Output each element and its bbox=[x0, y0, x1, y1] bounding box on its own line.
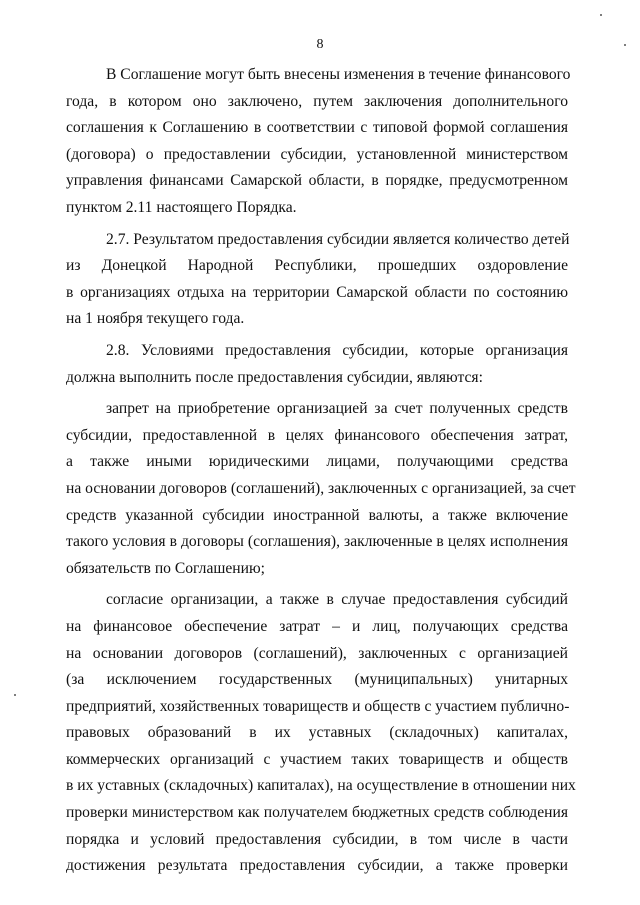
text-line: пунктом 2.11 настоящего Порядка. bbox=[66, 198, 297, 216]
text-line: управления финансами Самарской области, в порядке, предусмотренном bbox=[66, 172, 568, 190]
text-line: запрет на приобретение организацией за счет полученных средств bbox=[106, 400, 568, 418]
text-line: года, в котором оно заключено, путем заключения дополнительного bbox=[66, 92, 568, 110]
paragraph-agreement-changes bbox=[66, 62, 571, 222]
text-line: согласие организации, а также в случае предоставления субсидий bbox=[106, 591, 568, 609]
text-line: а также иными юридическими лицами, получающими средства bbox=[66, 453, 568, 471]
text-line: на основании договоров (соглашений), заключенных с организацией, за счет bbox=[66, 479, 576, 497]
text-line: обязательств по Соглашению; bbox=[66, 559, 265, 577]
text-line: средств указанной субсидии иностранной валюты, а также включение bbox=[66, 506, 568, 524]
scan-speck bbox=[14, 694, 16, 696]
text-line: соглашения к Соглашению в соответствии с типовой формой соглашения bbox=[66, 119, 568, 137]
text-line: 2.8. Условиями предоставления субсидии, которые организация bbox=[106, 341, 568, 359]
text-line: на основании договоров (соглашений), заключенных с организацией bbox=[66, 644, 568, 662]
text-line: В Соглашение могут быть внесены изменения в течение финансового bbox=[106, 66, 571, 83]
text-line: достижения результата предоставления субсидии, а также проверки bbox=[66, 857, 568, 875]
text-line: 2.7. Результатом предоставления субсидии является количество детей bbox=[106, 230, 570, 248]
text-line: (за исключением государственных (муниципальных) унитарных bbox=[66, 671, 568, 689]
text-line: субсидии, предоставленной в целях финансового обеспечения затрат, bbox=[66, 426, 568, 444]
paragraph-inspection-consent bbox=[66, 587, 576, 880]
text-line: (договора) о предоставлении субсидии, установленной министерством bbox=[66, 145, 568, 163]
text-line: такого условия в договоры (соглашения), заключенные в целях исполнения bbox=[66, 533, 568, 551]
paragraph-2-7-result bbox=[66, 227, 568, 333]
text-line: должна выполнить после предоставления субсидии, являются: bbox=[66, 368, 483, 386]
text-line: порядка и условий предоставления субсидии, в том числе в части bbox=[66, 830, 568, 848]
text-line: на финансовое обеспечение затрат – и лиц, получающих средства bbox=[66, 617, 568, 635]
scan-speck bbox=[600, 14, 602, 16]
paragraph-currency-ban bbox=[66, 396, 576, 582]
text-line: коммерческих организаций с участием таких товариществ и обществ bbox=[66, 750, 568, 768]
text-line: на 1 ноября текущего года. bbox=[66, 310, 245, 328]
document-body bbox=[66, 62, 576, 880]
paragraph-2-8-conditions bbox=[66, 338, 568, 391]
page-number: 8 bbox=[316, 37, 324, 52]
text-line: правовых образований в их уставных (складочных) капиталах, bbox=[66, 724, 568, 742]
text-line: в их уставных (складочных) капиталах), на осуществление в отношении них bbox=[66, 777, 576, 795]
text-line: проверки министерством как получателем бюджетных средств соблюдения bbox=[66, 804, 568, 822]
text-line: из Донецкой Народной Республики, прошедших оздоровление bbox=[66, 257, 568, 275]
text-line: в организациях отдыха на территории Самарской области по состоянию bbox=[66, 283, 568, 301]
text-line: предприятий, хозяйственных товариществ и обществ с участием публично- bbox=[66, 697, 570, 715]
scan-speck bbox=[624, 44, 626, 46]
